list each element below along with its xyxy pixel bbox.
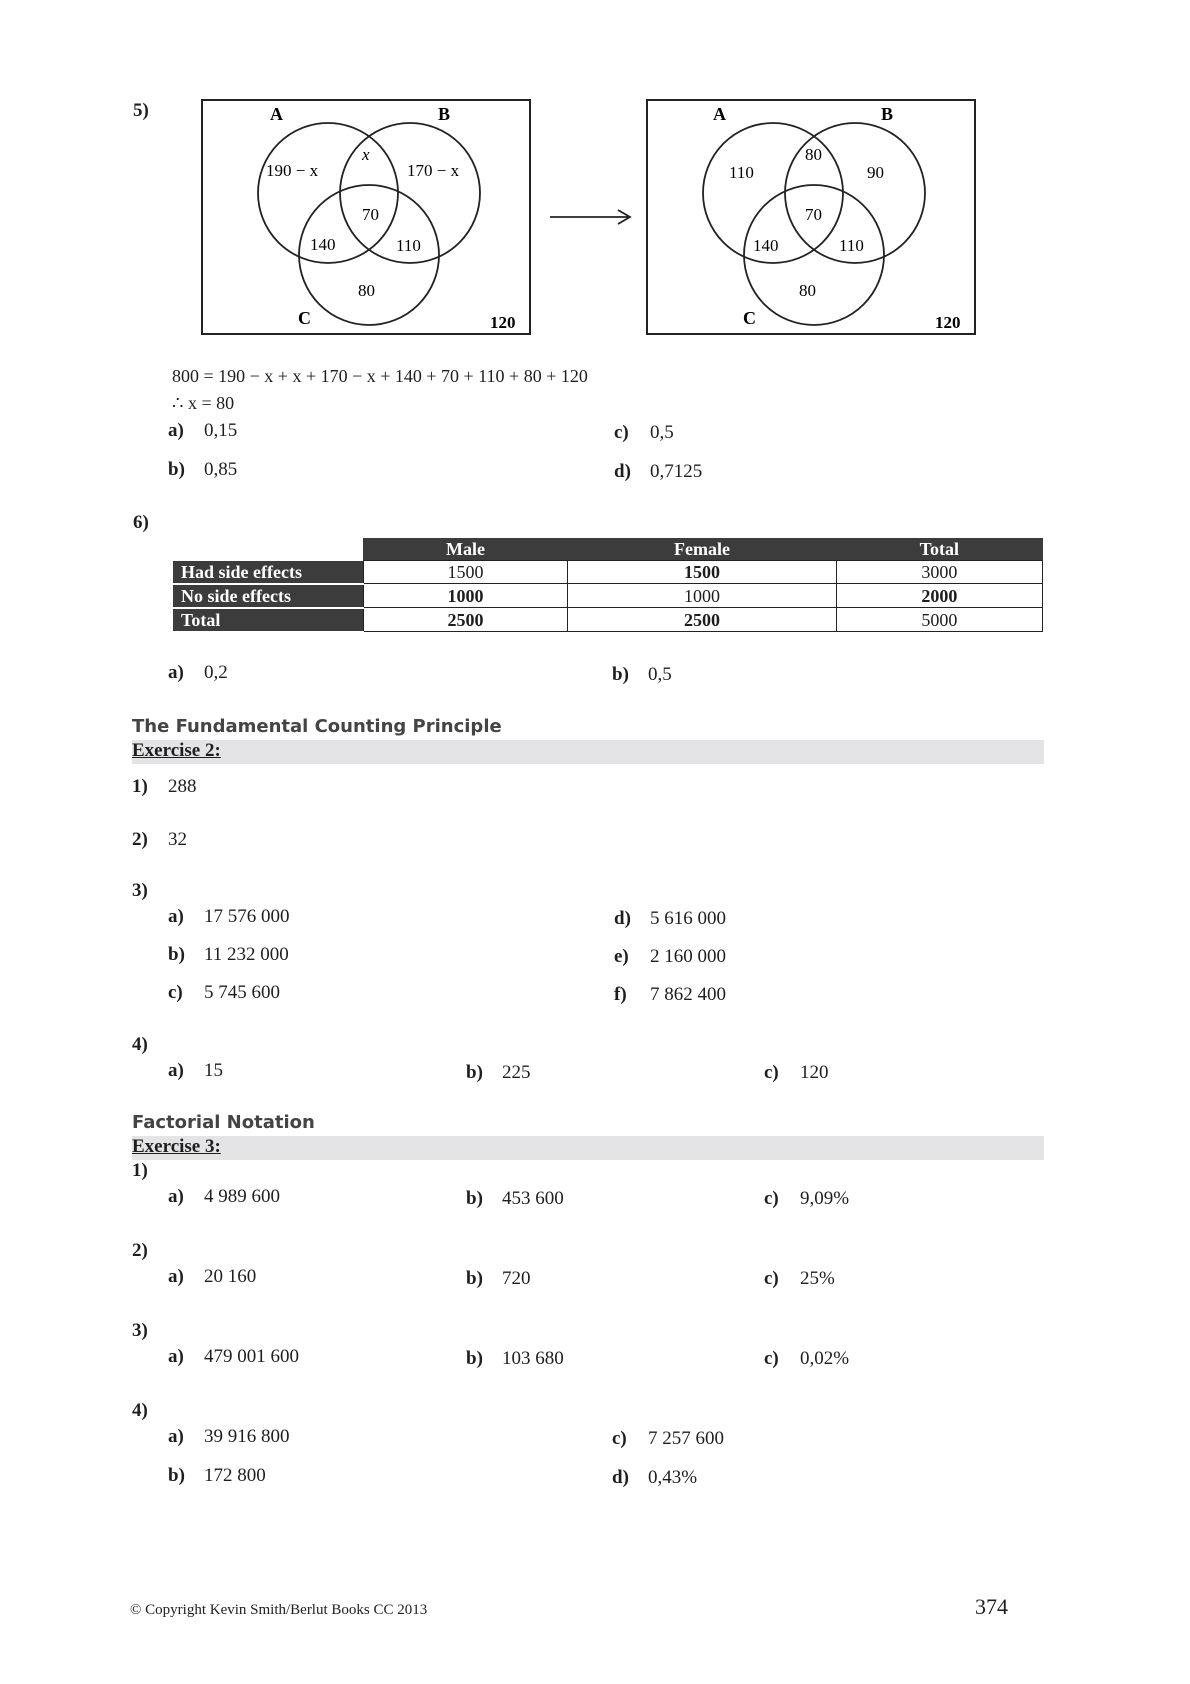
ex2-q4-answer-b: b) 225: [466, 1062, 531, 1083]
ex3-q2-answer-a: a) 20 160: [168, 1266, 257, 1287]
venn-right-c-only: 80: [799, 281, 816, 300]
venn-right-ab-only: 80: [805, 145, 822, 164]
venn-left-c-only: 80: [358, 281, 375, 300]
table-cell: 1000: [363, 584, 568, 608]
venn-right-bc-only: 110: [839, 236, 864, 255]
venn-right-abc: 70: [805, 205, 822, 224]
row-label: Total: [173, 608, 363, 632]
ex2-q2: 2) 32: [132, 829, 187, 850]
ex2-q3-answer-c: c) 5 745 600: [168, 982, 280, 1003]
venn-right-outside: 120: [935, 313, 961, 332]
ex2-q3-answer-f: f) 7 862 400: [614, 984, 726, 1005]
ex3-q3-answer-b: b) 103 680: [466, 1348, 564, 1369]
ex3-q1-answer-b: b) 453 600: [466, 1188, 564, 1209]
table-cell: 2000: [836, 584, 1042, 608]
venn-left-outside: 120: [490, 313, 516, 332]
q5-answer-d: d) 0,7125: [614, 461, 703, 482]
exercise-band: [132, 1136, 1044, 1160]
q5-answer-c: c) 0,5: [614, 422, 674, 443]
venn-right-a-only: 110: [729, 163, 754, 182]
table-cell: 2500: [568, 608, 836, 632]
ex2-q3-answer-e: e) 2 160 000: [614, 946, 726, 967]
venn-left-label-a: A: [270, 104, 283, 124]
ex2-q3-number: 3): [132, 880, 148, 901]
q5-answer-a: a) 0,15: [168, 420, 238, 441]
question-number-6: 6): [133, 512, 149, 533]
equation: 800 = 190 − x + x + 170 − x + 140 + 70 + 110 + 80 + 120: [172, 366, 588, 386]
arrow-icon: [548, 206, 638, 228]
exercise-band: [132, 740, 1044, 764]
venn-right-b-only: 90: [867, 163, 884, 182]
q6-answer-a: a) 0,2: [168, 662, 228, 683]
q5-answer-b: b) 0,85: [168, 459, 238, 480]
col-header-total: Total: [836, 538, 1042, 561]
exercise-3-heading: Exercise 3:: [132, 1136, 221, 1157]
ex3-q4-answer-d: d) 0,43%: [612, 1467, 698, 1488]
ex3-q3-answer-c: c) 0,02%: [764, 1348, 850, 1369]
venn-diagram-left: [200, 98, 535, 338]
table-row: [173, 561, 1043, 584]
table-cell: 5000: [836, 608, 1042, 632]
q6-answer-b: b) 0,5: [612, 664, 672, 685]
table-cell: 1500: [363, 561, 568, 584]
ex3-q1-answer-a: a) 4 989 600: [168, 1186, 280, 1207]
table-cell: 2500: [363, 608, 568, 632]
ex3-q4-number: 4): [132, 1400, 148, 1421]
venn-diagram-right: [645, 98, 980, 338]
therefore-line: ∴ x = 80: [172, 393, 235, 413]
ex3-q2-number: 2): [132, 1240, 148, 1261]
section-title-factorial: Factorial Notation: [132, 1112, 315, 1133]
section-title-counting: The Fundamental Counting Principle: [132, 716, 502, 737]
ex2-q4-number: 4): [132, 1034, 148, 1055]
ex3-q4-answer-b: b) 172 800: [168, 1465, 266, 1486]
venn-right-label-a: A: [713, 104, 726, 124]
ex3-q1-number: 1): [132, 1160, 148, 1181]
col-header-female: Female: [568, 538, 836, 561]
ex2-q1: 1) 288: [132, 776, 197, 797]
venn-right-ac-only: 140: [753, 236, 779, 255]
row-label: No side effects: [173, 584, 363, 608]
copyright-notice: © Copyright Kevin Smith/Berlut Books CC 2013: [130, 1602, 428, 1618]
ex3-q3-number: 3): [132, 1320, 148, 1341]
ex2-q3-answer-d: d) 5 616 000: [614, 908, 726, 929]
table-row: [173, 608, 1043, 632]
ex2-q4-answer-a: a) 15: [168, 1060, 223, 1081]
ex3-q4-answer-a: a) 39 916 800: [168, 1426, 290, 1447]
exercise-2-heading: Exercise 2:: [132, 740, 221, 761]
venn-right-label-b: B: [881, 104, 894, 124]
table-cell: 3000: [836, 561, 1042, 584]
ex3-q2-answer-b: b) 720: [466, 1268, 531, 1289]
ex3-q2-answer-c: c) 25%: [764, 1268, 835, 1289]
table-cell: 1500: [568, 561, 836, 584]
ex3-q3-answer-a: a) 479 001 600: [168, 1346, 299, 1367]
venn-left-ab-only: x: [362, 145, 370, 164]
table-row: [173, 584, 1043, 608]
ex2-q3-answer-b: b) 11 232 000: [168, 944, 289, 965]
col-header-male: Male: [363, 538, 568, 561]
page-number: 374: [975, 1594, 1008, 1619]
venn-left-label-c: C: [298, 308, 311, 328]
table-corner: [173, 538, 363, 561]
ex2-q3-answer-a: a) 17 576 000: [168, 906, 290, 927]
venn-left-abc: 70: [362, 205, 379, 224]
venn-left-bc-only: 110: [396, 236, 421, 255]
venn-right-label-c: C: [743, 308, 756, 328]
venn-left-label-b: B: [438, 104, 451, 124]
venn-left-b-only: 170 − x: [407, 161, 460, 180]
row-label: Had side effects: [173, 561, 363, 584]
venn-left-a-only: 190 − x: [266, 161, 319, 180]
ex3-q1-answer-c: c) 9,09%: [764, 1188, 850, 1209]
table-cell: 1000: [568, 584, 836, 608]
venn-left-ac-only: 140: [310, 235, 336, 254]
ex3-q4-answer-c: c) 7 257 600: [612, 1428, 724, 1449]
question-number-5: 5): [133, 100, 149, 121]
side-effects-table: [173, 538, 1043, 633]
ex2-q4-answer-c: c) 120: [764, 1062, 829, 1083]
